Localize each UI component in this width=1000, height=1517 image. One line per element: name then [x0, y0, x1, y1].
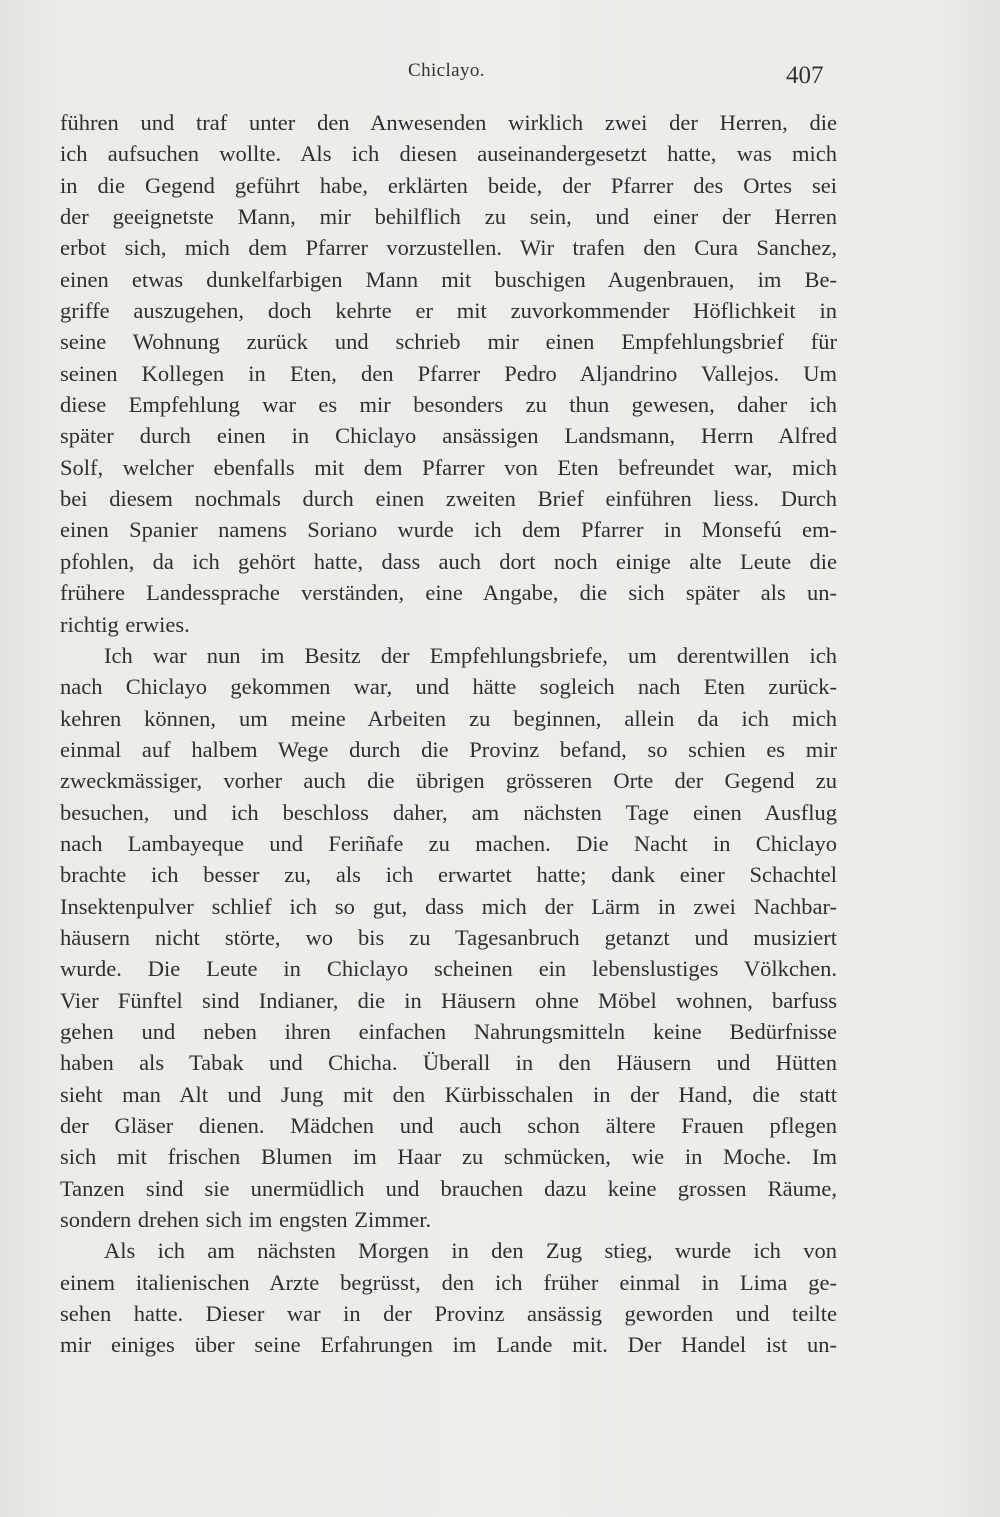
text-line: mir einiges über seine Erfahrungen im Lande mit. Der Handel ist un- [60, 1332, 837, 1358]
text-line: diese Empfehlung war es mir besonders zu thun gewesen, daher ich [60, 392, 837, 418]
text-line: einmal auf halbem Wege durch die Provinz befand, so schien es mir [60, 736, 837, 762]
text-line: sehen hatte. Dieser war in der Provinz ansässig geworden und teilte [60, 1301, 837, 1327]
text-line: sich mit frischen Blumen im Haar zu schmücken, wie in Moche. Im [60, 1144, 837, 1170]
text-line: brachte ich besser zu, als ich erwartet hatte; dank einer Schachtel [60, 862, 837, 888]
text-line: der geeignetste Mann, mir behilflich zu sein, und einer der Herren [60, 204, 837, 230]
text-line: griffe auszugehen, doch kehrte er mit zuvorkommender Höflichkeit in [60, 298, 837, 324]
text-line: besuchen, und ich beschloss daher, am nächsten Tage einen Ausflug [60, 799, 837, 825]
paragraph-end-line: richtig erwies. [60, 611, 190, 637]
running-head: Chiclayo. [408, 60, 485, 81]
text-line: einem italienischen Arzte begrüsst, den ich früher einmal in Lima ge- [60, 1269, 837, 1295]
text-line: Tanzen sind sie unermüdlich und brauchen dazu keine grossen Räume, [60, 1175, 837, 1201]
text-line: Vier Fünftel sind Indianer, die in Häusern ohne Möbel wohnen, barfuss [60, 987, 837, 1013]
text-line: erbot sich, mich dem Pfarrer vorzustellen. Wir trafen den Cura Sanchez, [60, 235, 837, 261]
text-line: sieht man Alt und Jung mit den Kürbisschalen in der Hand, die statt [60, 1081, 837, 1107]
body-text [60, 107, 837, 1361]
text-line: bei diesem nochmals durch einen zweiten Brief einführen liess. Durch [60, 486, 837, 512]
text-line: wurde. Die Leute in Chiclayo scheinen ein lebenslustiges Völkchen. [60, 956, 837, 982]
text-line: nach Chiclayo gekommen war, und hätte sogleich nach Eten zurück- [60, 674, 837, 700]
text-line: nach Lambayeque und Feriñafe zu machen. Die Nacht in Chiclayo [60, 830, 837, 856]
text-line: einen etwas dunkelfarbigen Mann mit buschigen Augenbrauen, im Be- [60, 266, 837, 292]
text-line: zweckmässiger, vorher auch die übrigen grösseren Orte der Gegend zu [60, 768, 837, 794]
text-line: gehen und neben ihren einfachen Nahrungsmitteln keine Bedürfnisse [60, 1018, 837, 1044]
text-line: führen und traf unter den Anwesenden wirklich zwei der Herren, die [60, 110, 837, 135]
page-number: 407 [786, 62, 824, 89]
text-line: der Gläser dienen. Mädchen und auch schon ältere Frauen pflegen [60, 1113, 837, 1138]
text-line: häusern nicht störte, wo bis zu Tagesanbruch getanzt und musiziert [60, 924, 837, 950]
text-line: später durch einen in Chiclayo ansässigen Landsmann, Herrn Alfred [60, 423, 837, 449]
paragraph-start-line: Ich war nun im Besitz der Empfehlungsbriefe, um derentwillen ich [104, 642, 837, 668]
text-line: einen Spanier namens Soriano wurde ich dem Pfarrer in Monsefú em- [60, 517, 837, 543]
paragraph-start-line: Als ich am nächsten Morgen in den Zug stieg, wurde ich von [104, 1238, 837, 1264]
text-line: ich aufsuchen wollte. Als ich diesen auseinandergesetzt hatte, was mich [60, 141, 837, 167]
text-line: kehren können, um meine Arbeiten zu beginnen, allein da ich mich [60, 705, 837, 731]
text-line: haben als Tabak und Chicha. Überall in den Häusern und Hütten [60, 1050, 837, 1076]
text-line: in die Gegend geführt habe, erklärten beide, der Pfarrer des Ortes sei [60, 172, 837, 198]
text-line: frühere Landessprache verständen, eine Angabe, die sich später als un- [60, 580, 837, 606]
text-line: pfohlen, da ich gehört hatte, dass auch dort noch einige alte Leute die [60, 548, 837, 574]
text-line: seine Wohnung zurück und schrieb mir einen Empfehlungsbrief für [60, 329, 837, 355]
paragraph-end-line: sondern drehen sich im engsten Zimmer. [60, 1207, 432, 1233]
text-line: Insektenpulver schlief ich so gut, dass mich der Lärm in zwei Nachbar- [60, 893, 837, 919]
text-line: seinen Kollegen in Eten, den Pfarrer Pedro Aljandrino Vallejos. Um [60, 360, 837, 386]
text-line: Solf, welcher ebenfalls mit dem Pfarrer von Eten befreundet war, mich [60, 454, 837, 480]
